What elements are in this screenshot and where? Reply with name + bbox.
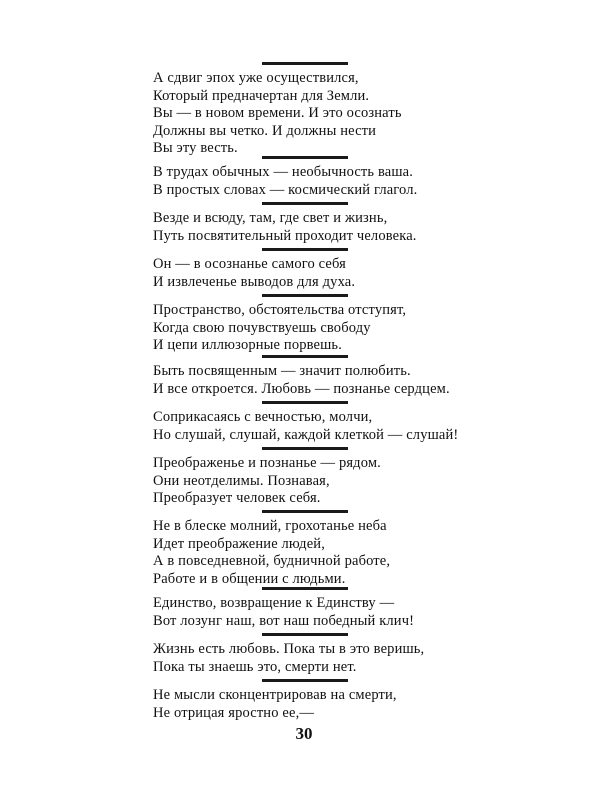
stanza — [153, 455, 523, 508]
poem-line: В простых словах — космический глагол. — [153, 181, 418, 198]
poem-line: В трудах обычных — необычность ваша. — [153, 164, 414, 180]
stanza — [153, 363, 523, 398]
poem-line: Не в блеске молний, грохотанье неба — [153, 518, 387, 534]
stanza-divider — [262, 248, 348, 251]
poem-line: Должны вы четко. И должны нести — [153, 122, 377, 139]
poem-line: И цепи иллюзорные порвешь. — [153, 337, 342, 353]
stanza — [153, 641, 523, 676]
poem-line: Жизнь есть любовь. Пока ты в это веришь, — [153, 641, 425, 657]
stanza — [153, 687, 523, 722]
poem-line: Вот лозунг наш, вот наш победный клич! — [153, 612, 415, 629]
poem-line: Везде и всюду, там, где свет и жизнь, — [153, 210, 388, 226]
stanza — [153, 164, 523, 199]
poem-line: И извлеченье выводов для духа. — [153, 273, 356, 290]
poem-line: Когда свою почувствуешь свободу — [153, 319, 371, 336]
stanza — [153, 595, 523, 630]
poem-line: Идет преображение людей, — [153, 535, 325, 552]
poem-line: Не отрицая яростно ее,— — [153, 704, 314, 721]
stanza-divider — [262, 294, 348, 297]
poem-line: Они неотделимы. Познавая, — [153, 472, 330, 489]
stanza-divider — [262, 633, 348, 636]
poem-line: Пока ты знаешь это, смерти нет. — [153, 658, 357, 675]
stanza-divider — [262, 202, 348, 205]
stanza-divider — [262, 401, 348, 404]
stanza — [153, 409, 523, 444]
stanza-divider — [262, 679, 348, 682]
poem-line: Путь посвятительный проходит человека. — [153, 227, 417, 244]
stanza-divider — [262, 447, 348, 450]
page-number: 30 — [295, 724, 313, 743]
stanza — [153, 210, 523, 245]
stanza — [153, 70, 523, 158]
stanza — [153, 302, 523, 355]
poem-line: Преображенье и познанье — рядом. — [153, 455, 381, 471]
poem-line: Который предначертан для Земли. — [153, 87, 370, 104]
stanza — [153, 518, 523, 588]
poem-line: Вы эту весть. — [153, 140, 238, 156]
poem-line: Работе и в общении с людьми. — [153, 570, 346, 587]
poem-line: А сдвиг эпох уже осуществился, — [153, 70, 359, 86]
stanza-divider — [262, 587, 348, 590]
stanza-divider — [262, 62, 348, 65]
poem-line: Быть посвященным — значит полюбить. — [153, 363, 411, 379]
poem-line: А в повседневной, будничной работе, — [153, 553, 391, 569]
poem-line: И все откроется. Любовь — познанье сердцем. — [153, 380, 450, 397]
stanza — [153, 256, 523, 291]
poem-line: Вы — в новом времени. И это осознать — [153, 105, 402, 121]
stanza-divider — [262, 355, 348, 358]
poem-line: Но слушай, слушай, каждой клеткой — слушай! — [153, 426, 459, 443]
poem-line: Единство, возвращение к Единству — — [153, 595, 395, 611]
stanza-divider — [262, 510, 348, 513]
stanza-divider — [262, 156, 348, 159]
poem-line: Не мысли сконцентрировав на смерти, — [153, 687, 397, 703]
poem-line: Преобразует человек себя. — [153, 490, 321, 506]
poem-line: Соприкасаясь с вечностью, молчи, — [153, 409, 373, 425]
poem-line: Пространство, обстоятельства отступят, — [153, 302, 407, 318]
poem-line: Он — в осознанье самого себя — [153, 256, 346, 272]
